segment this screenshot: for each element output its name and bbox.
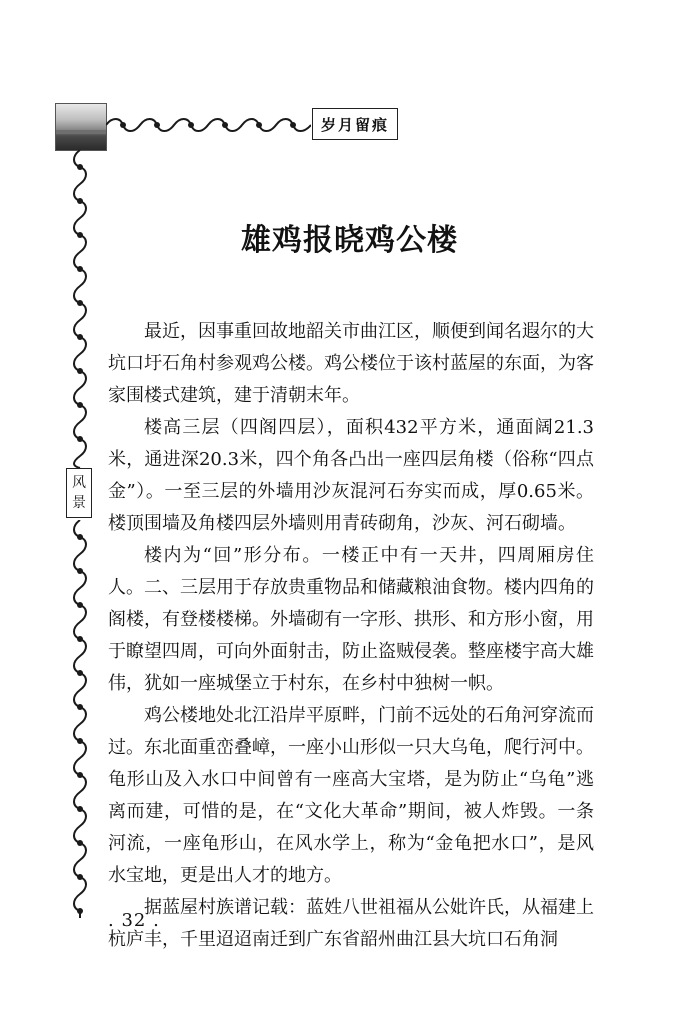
side-scroll-ornament-bottom: [72, 520, 88, 918]
page-number: . 32 .: [108, 910, 160, 931]
paragraph-1: 最近，因事重回故地韶关市曲江区，顺便到闻名遐尔的大坑口圩石角村参观鸡公楼。鸡公楼位于该村蓝屋的东面，为客家围楼式建筑，建于清朝末年。: [108, 321, 594, 406]
paragraph-3: 楼内为“回”形分布。一楼正中有一天井，四周厢房住人。二、三层用于存放贵重物品和储藏粮油食物。楼内四角的阁楼，有登楼楼梯。外墙砌有一字形、拱形、和方形小窗，用于瞭望四周，可向外面射击，防止盗贼侵袭。整座楼宇高大雄伟，犹如一座城堡立于村东，在乡村中独树一帜。: [108, 545, 594, 694]
paragraph-2: 楼高三层（四阁四层），面积432平方米，通面阔21.3米，通进深20.3米，四个角各凸出一座四层角楼（俗称“四点金”）。一至三层的外墙用沙灰混河石夯实而成，厚0.65米。楼顶围墙及角楼四层外墙则用青砖砌角，沙灰、河石砌墙。: [108, 417, 594, 534]
side-label-char-1: 风: [72, 475, 86, 491]
paragraph-4: 鸡公楼地处北江沿岸平原畔，门前不远处的石角河穿流而过。东北面重峦叠嶂，一座小山形似一只大乌龟，爬行河中。龟形山及入水口中间曾有一座高大宝塔，是为防止“乌龟”逃离而建，可惜的是，在“文化大革命”期间，被人炸毁。一条河流，一座龟形山，在风水学上，称为“金龟把水口”，是风水宝地，更是出人才的地方。: [108, 705, 594, 886]
header-scroll-ornament: [106, 116, 311, 134]
paragraph-5: 据蓝屋村族谱记载：蓝姓八世祖福从公妣许氏，从福建上杭庐丰，千里迢迢南迁到广东省韶州曲江县大坑口石角洞: [108, 897, 594, 950]
section-header-label: 岁月留痕: [312, 108, 398, 140]
article-body: [108, 316, 594, 956]
header-landscape-photo: [55, 103, 107, 151]
article-title: 雄鸡报晓鸡公楼: [241, 223, 458, 258]
side-category-label: [66, 468, 92, 518]
side-label-char-2: 景: [72, 495, 86, 511]
side-scroll-ornament-top: [72, 150, 88, 468]
